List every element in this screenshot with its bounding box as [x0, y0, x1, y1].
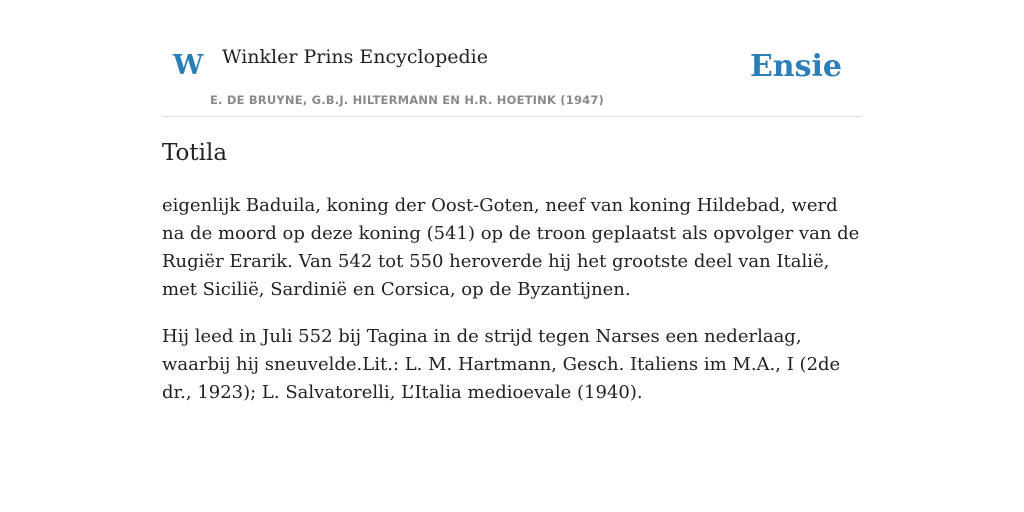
source-header	[162, 0, 862, 117]
entry-paragraph: eigenlijk Baduila, koning der Oost-Goten, neef van koning Hildebad, werd na de moord op deze koning (541) op de troon geplaatst als opvolger van de Rugiër Erarik. Van 542 tot 550 heroverde hij het grootste deel van Italië, met Sicilië, Sardinië en Corsica, op de Byzantijnen.	[162, 195, 860, 300]
entry-body	[162, 192, 862, 426]
page	[162, 0, 862, 403]
brand-logo-link[interactable]: Ensie	[749, 49, 842, 84]
entry-title: Totila	[162, 140, 228, 166]
entry-paragraph: Hij leed in Juli 552 bij Tagina in de strijd tegen Narses een nederlaag, waarbij hij sneuvelde.Lit.: L. M. Hartmann, Gesch. Italiens im M.A., I (2de dr., 1923); L. Salvatorelli, L’Italia medioevale (1940).	[162, 326, 841, 403]
source-logo[interactable]: W	[173, 50, 204, 81]
source-title[interactable]: Winkler Prins Encyclopedie	[222, 46, 488, 68]
source-authors: E. DE BRUYNE, G.B.J. HILTERMANN EN H.R. HOETINK (1947)	[210, 93, 605, 107]
